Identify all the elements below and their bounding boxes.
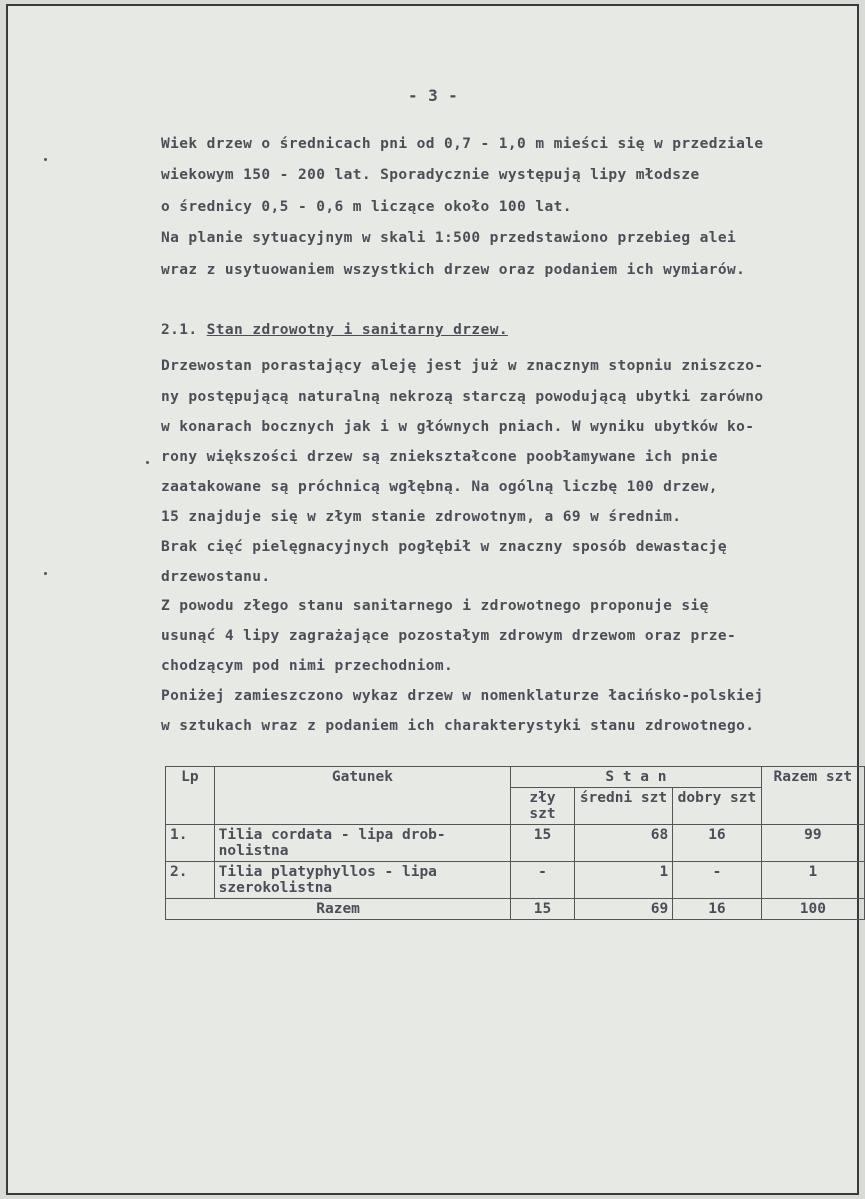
body-line: zaatakowane są próchnicą wgłębną. Na ogólną liczbę 100 drzew,	[161, 479, 718, 495]
col-stan-header: S t a n	[511, 767, 762, 788]
col-dobry-header: dobry szt	[673, 788, 761, 825]
cell-zly: -	[511, 862, 575, 899]
cell-lp: 2.	[166, 862, 215, 899]
cell-gatunek: Tilia platyphyllos - lipa szerokolistna	[214, 862, 511, 899]
cell-sredni: 68	[574, 825, 672, 862]
text-line: Na planie sytuacyjnym w skali 1:500 przedstawiono przebieg alei	[161, 230, 737, 246]
cell-lp: 1.	[166, 825, 215, 862]
cell-razem: 1	[761, 862, 864, 899]
table-row	[166, 862, 865, 899]
body-line: drzewostanu.	[161, 569, 271, 585]
body-line: Drzewostan porastający aleję jest już w znacznym stopniu zniszczo-	[161, 358, 764, 374]
body-line: Brak cięć pielęgnacyjnych pogłębił w znaczny sposób dewastację	[161, 539, 728, 555]
col-zly-header: zły szt	[511, 788, 575, 825]
text-line: wraz z usytuowaniem wszystkich drzew oraz podaniem ich wymiarów.	[161, 262, 746, 278]
col-lp-header: Lp	[166, 767, 215, 825]
body-line: Z powodu złego stanu sanitarnego i zdrowotnego proponuje się	[161, 598, 709, 614]
section-number: 2.1.	[161, 322, 198, 338]
cell-dobry: 16	[673, 825, 761, 862]
document-page	[6, 4, 859, 1195]
tree-inventory-table	[165, 766, 865, 920]
text-line: o średnicy 0,5 - 0,6 m liczące około 100 lat.	[161, 199, 572, 215]
col-sredni-header: średni szt	[574, 788, 672, 825]
section-title: Stan zdrowotny i sanitarny drzew.	[206, 322, 508, 338]
col-razem-header: Razem szt	[761, 767, 864, 825]
body-line: 15 znajduje się w złym stanie zdrowotnym, a 69 w średnim.	[161, 509, 682, 525]
cell-gatunek: Tilia cordata - lipa drob-nolistna	[214, 825, 511, 862]
body-line: Poniżej zamieszczono wykaz drzew w nomenklaturze łacińsko-polskiej	[161, 688, 764, 704]
body-line: w konarach bocznych jak i w głównych pniach. W wyniku ubytków ko-	[161, 419, 755, 435]
paper-speck	[44, 158, 47, 161]
body-line: chodzącym pod nimi przechodniom.	[161, 658, 454, 674]
paper-speck	[146, 461, 149, 464]
text-line: wiekowym 150 - 200 lat. Sporadycznie występują lipy młodsze	[161, 167, 700, 183]
cell-sredni: 1	[574, 862, 672, 899]
body-line: w sztukach wraz z podaniem ich charakterystyki stanu zdrowotnego.	[161, 718, 755, 734]
body-line: usunąć 4 lipy zagrażające pozostałym zdrowym drzewom oraz prze-	[161, 628, 737, 644]
table-row	[166, 825, 865, 862]
cell-zly: 15	[511, 825, 575, 862]
cell-dobry: -	[673, 862, 761, 899]
section-heading	[161, 322, 508, 338]
page-number: - 3 -	[408, 86, 459, 105]
paper-speck	[44, 572, 47, 575]
col-gatunek-header: Gatunek	[214, 767, 511, 825]
text-line: Wiek drzew o średnicach pni od 0,7 - 1,0 m mieści się w przedziale	[161, 136, 764, 152]
cell-razem: 99	[761, 825, 864, 862]
total-sredni: 69	[574, 899, 672, 920]
body-line: rony większości drzew są zniekształcone poobłamywane ich pnie	[161, 449, 718, 465]
total-razem: 100	[761, 899, 864, 920]
total-dobry: 16	[673, 899, 761, 920]
total-label: Razem	[166, 899, 511, 920]
table-total-row	[166, 899, 865, 920]
total-zly: 15	[511, 899, 575, 920]
body-line: ny postępującą naturalną nekrozą starczą powodującą ubytki zarówno	[161, 389, 764, 405]
